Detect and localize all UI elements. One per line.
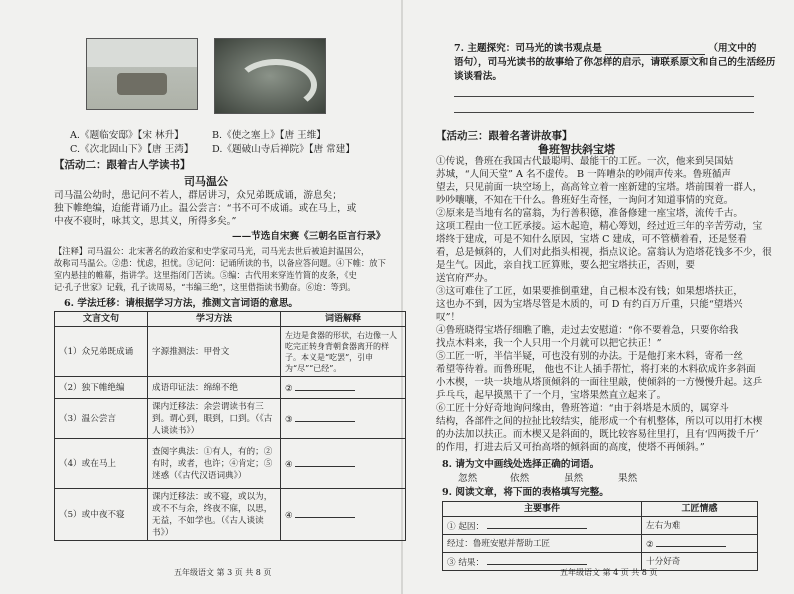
notes: 【注释】司马温公：北宋著名的政治家和史学家司马光，司马光去世后被追封温国公， 故称司马温公。②患：忧虑，担忧。③记问：记诵所读的书，以备应答问题。④下帷：放下 室内悬挂的帷幕，指讲学。这里指闭门苦读。⑤编：古代用来穿连竹简的皮条，《史 记·孔子世家》记载，孔子读周易，“韦编三绝”，这里借指读书勤奋。⑥迨：等到。 bbox=[54, 246, 386, 292]
table-header: 文言文句 bbox=[55, 312, 148, 327]
answer-blank[interactable]: ① 起因： bbox=[443, 517, 642, 535]
left-page bbox=[24, 8, 404, 588]
story-table bbox=[442, 501, 758, 571]
answer-blank[interactable]: ④ bbox=[281, 489, 406, 541]
table-row: ③ 结果： 十分好奇 bbox=[443, 553, 758, 571]
word-option[interactable]: 依然 bbox=[510, 473, 530, 484]
table-row: （3）温公尝言 课内迁移法：余尝谓读书有三到。谓心到，眼到，口到。（《古人谈读书》） ③ bbox=[55, 399, 406, 439]
story-title: 鲁班智扶斜宝塔 bbox=[538, 143, 615, 156]
option-d: D.《题破山寺后禅院》【唐 常建】 bbox=[212, 144, 355, 155]
passage: 司马温公幼时，患记问不若人，群居讲习，众兄弟既成诵，游息矣； 独下帷绝编，迨能背诵乃止。温公尝言：“书不可不成诵。或在马上，或 中夜不寝时，咏其文，思其义，所得多矣。” bbox=[54, 190, 357, 227]
question-9: 9. 阅读文章，将下面的表格填写完整。 bbox=[442, 487, 609, 498]
passage-title: 司马温公 bbox=[184, 175, 228, 188]
option-b: B.《使之塞上》【唐 王维】 bbox=[212, 130, 326, 141]
activity3-heading: 【活动三：跟着名著讲故事】 bbox=[436, 130, 573, 142]
landscape-picture-b bbox=[214, 38, 326, 114]
table-row: ① 起因： 左右为难 bbox=[443, 517, 758, 535]
right-page: 7. 主题探究：司马光的读书观点是 （用文中的 语句），司马光读书的故事给了你怎样的启示，请联系原文和自己的生活经历 谈谈看法。 【活动三：跟着名著讲故事】 鲁班智扶斜宝塔 ①传说，鲁班在我国古代最聪明、最能干的工匠。一次，他来到吴国姑 苏城，“人间天堂” A 名不虚传。 B 一阵嘈杂的吵闹声传来。鲁班循声 望去，只见前面一块空场上，高高耸立着一座新建的宝塔。塔前围着一群人， 吵吵嚷嚷，不知在干什么。鲁班好生奇怪，一询问才知道事情的究竟。 ②原来是当地有名的富翁，为行善积德，准备修建一座宝塔，流传千古。 这项工程由一位工匠承接。运木起造，精心筹划，经过近三年的辛苦劳动，宝 塔终于建成，可是不知什么原因，宝塔 C 建成，可不管横着看，还是竖看 看，总是倾斜的，人们对此指头相视，指点议论。富翁认为造塔花钱多不少，很 是生气。因此，亲自找工匠算账，要么把宝塔扶正，否则，要 送官府严办。 ③这可难住了工匠，如果要推倒重建，自己根本没有钱；如果想塔扶正， 这也办不到，因为宝塔尽管是木质的，可 D 有约百万斤重，只能“望塔兴 叹”！ ④鲁班晓得宝塔仔细瞧了瞧，走过去安慰道：“你不要着急，只要你给我 找点木料来，我一个人只用一个月就可以把它扶正！” ⑤工匠一听，半信半疑，可也没有别的办法。于是他打来木料，寄希一丝 希望等待着。而鲁班呢， 他也不让人插手帮忙，将打来的木料砍成许多斜面 小木楔，一块一块地从塔顶倾斜的一面往里敲，使倾斜的一方慢慢升起。这乒 乒乓乓，起早摸黑干了一个月，宝塔果然直立起来了。 ⑥工匠十分好奇地询问缘由，鲁班答道：“由于斜塔是木质的，属穿斗 结构，各部件之间的拉扯比较结实，能形成一个有机整体，所以可以用打木楔 的办法加以扶正。而木楔又是斜面的，既比较容易往里打，且有‘四两拨千斤’ 的作用，打进去后又可抬高塔的倾斜面的高度，使塔不再倾斜。” 8. 请为文中画线处选择正确的词语。 忽然 依然 虽然 果然 9. 阅读文章，将下面的表格填写完整。 主要事件 工匠情感 ① 起因： 左右为难 经过：鲁班安慰并帮助工匠 ② ③ 结果： 十分好奇 五年级语文 第 4 页 共 8 页 bbox=[436, 43, 776, 577]
table-row: （1）众兄弟既成诵 字源推测法：甲骨文 左边是食器的形状，右边像一人吃完正转身背朝食器离开的样子。本义是“吃罢”，引申为“尽”“已经”。 bbox=[55, 327, 406, 377]
option-c: C.《次北固山下》【唐 王湾】 bbox=[70, 144, 194, 155]
figures-shape bbox=[117, 73, 167, 95]
question-6: 6. 学法迁移：请根据学习方法，推测文言词语的意思。 bbox=[64, 298, 299, 309]
river-shape bbox=[235, 59, 317, 111]
word-option[interactable]: 果然 bbox=[618, 473, 638, 484]
word-option[interactable]: 虽然 bbox=[564, 473, 584, 484]
answer-blank[interactable]: ② bbox=[642, 535, 758, 553]
classical-table bbox=[54, 311, 406, 541]
page-footer-left: 五年级语文 第 3 页 共 8 页 bbox=[174, 568, 272, 577]
word-option[interactable]: 忽然 bbox=[458, 473, 478, 484]
table-row: （4）或在马上 查阅字典法：①有人，有的；②有时，或者，也许；④肯定；⑤迷惑（《古代汉语词典》） ④ bbox=[55, 439, 406, 489]
answer-blank[interactable]: ③ 结果： bbox=[443, 553, 642, 571]
table-header: 工匠情感 bbox=[642, 502, 758, 517]
story-text: ①传说，鲁班在我国古代最聪明、最能干的工匠。一次，他来到吴国姑 苏城，“人间天堂” A 名不虚传。 B 一阵嘈杂的吵闹声传来。鲁班循声 望去，只见前面一块空场上，高高耸立着一座新建的宝塔。塔前围着一群人， 吵吵嚷嚷，不知在干什么。鲁班好生奇怪，一询问才知道事情的究竟。 ②原来是当地有名的富翁，为行善积德，准备修建一座宝塔，流传千古。 这项工程由一位工匠承接。运木起造，精心筹划，经过近三年的辛苦劳动，宝 塔终于建成，可是不知什么原因，宝塔 C 建成，可不管横着看，还是竖看 看，总是倾斜的，人们对此指头相视，指点议论。富翁认为造塔花钱多不少，很 是生气。因此，亲自找工匠算账，要么把宝塔扶正，否则，要 送官府严办。 ③这可难住了工匠，如果要推倒重建，自己根本没有钱；如果想塔扶正， 这也办不到，因为宝塔尽管是木质的，可 D 有约百万斤重，只能“望塔兴 叹”！ ④鲁班晓得宝塔仔细瞧了瞧，走过去安慰道：“你不要着急，只要你给我 找点木料来，我一个人只用一个月就可以把它扶正！” ⑤工匠一听，半信半疑，可也没有别的办法。于是他打来木料，寄希一丝 希望等待着。而鲁班呢， 他也不让人插手帮忙，将打来的木料砍成许多斜面 小木楔，一块一块地从塔顶倾斜的一面往里敲，使倾斜的一方慢慢升起。这乒 乒乓乓，起早摸黑干了一个月，宝塔果然直立起来了。 ⑥工匠十分好奇地询问缘由，鲁班答道：“由于斜塔是木质的，属穿斗 结构，各部件之间的拉扯比较结实，能形成一个有机整体，所以可以用打木楔 的办法加以扶正。而木楔又是斜面的，既比较容易往里打，且有‘四两拨千斤’ 的作用，打进去后又可抬高塔的倾斜面的高度，使塔不再倾斜。” bbox=[436, 156, 772, 453]
option-a: A.《题临安邸》【宋 林升】 bbox=[70, 130, 184, 141]
q7-blank[interactable] bbox=[605, 54, 705, 55]
answer-blank[interactable]: ② bbox=[281, 377, 406, 399]
landscape-picture-a bbox=[86, 38, 198, 110]
answer-line[interactable] bbox=[454, 96, 754, 97]
answer-blank[interactable]: ③ bbox=[281, 399, 406, 439]
table-header: 主要事件 bbox=[443, 502, 642, 517]
passage-source: ——节选自宋赛《三朝名臣言行录》 bbox=[232, 231, 386, 242]
page-footer-right: 五年级语文 第 4 页 共 8 页 bbox=[560, 568, 658, 577]
table-row: （5）或中夜不寝 课内迁移法：或不寝，或以为，或不不与余，终夜不寐，以思，无益，不如学也。（《古人谈读书》） ④ bbox=[55, 489, 406, 541]
activity2-heading: 【活动二：跟着古人学读书】 bbox=[54, 159, 191, 171]
table-row: （2）独下帷绝编 成语印证法：绵绵不绝 ② bbox=[55, 377, 406, 399]
answer-line[interactable] bbox=[454, 112, 754, 113]
table-header: 学习方法 bbox=[148, 312, 281, 327]
answer-blank[interactable]: ④ bbox=[281, 439, 406, 489]
question-8: 8. 请为文中画线处选择正确的词语。 bbox=[442, 459, 600, 470]
question-7: 7. 主题探究：司马光的读书观点是 （用文中的 bbox=[454, 43, 757, 54]
table-header: 词语解释 bbox=[281, 312, 406, 327]
table-row: 经过：鲁班安慰并帮助工匠 ② bbox=[443, 535, 758, 553]
